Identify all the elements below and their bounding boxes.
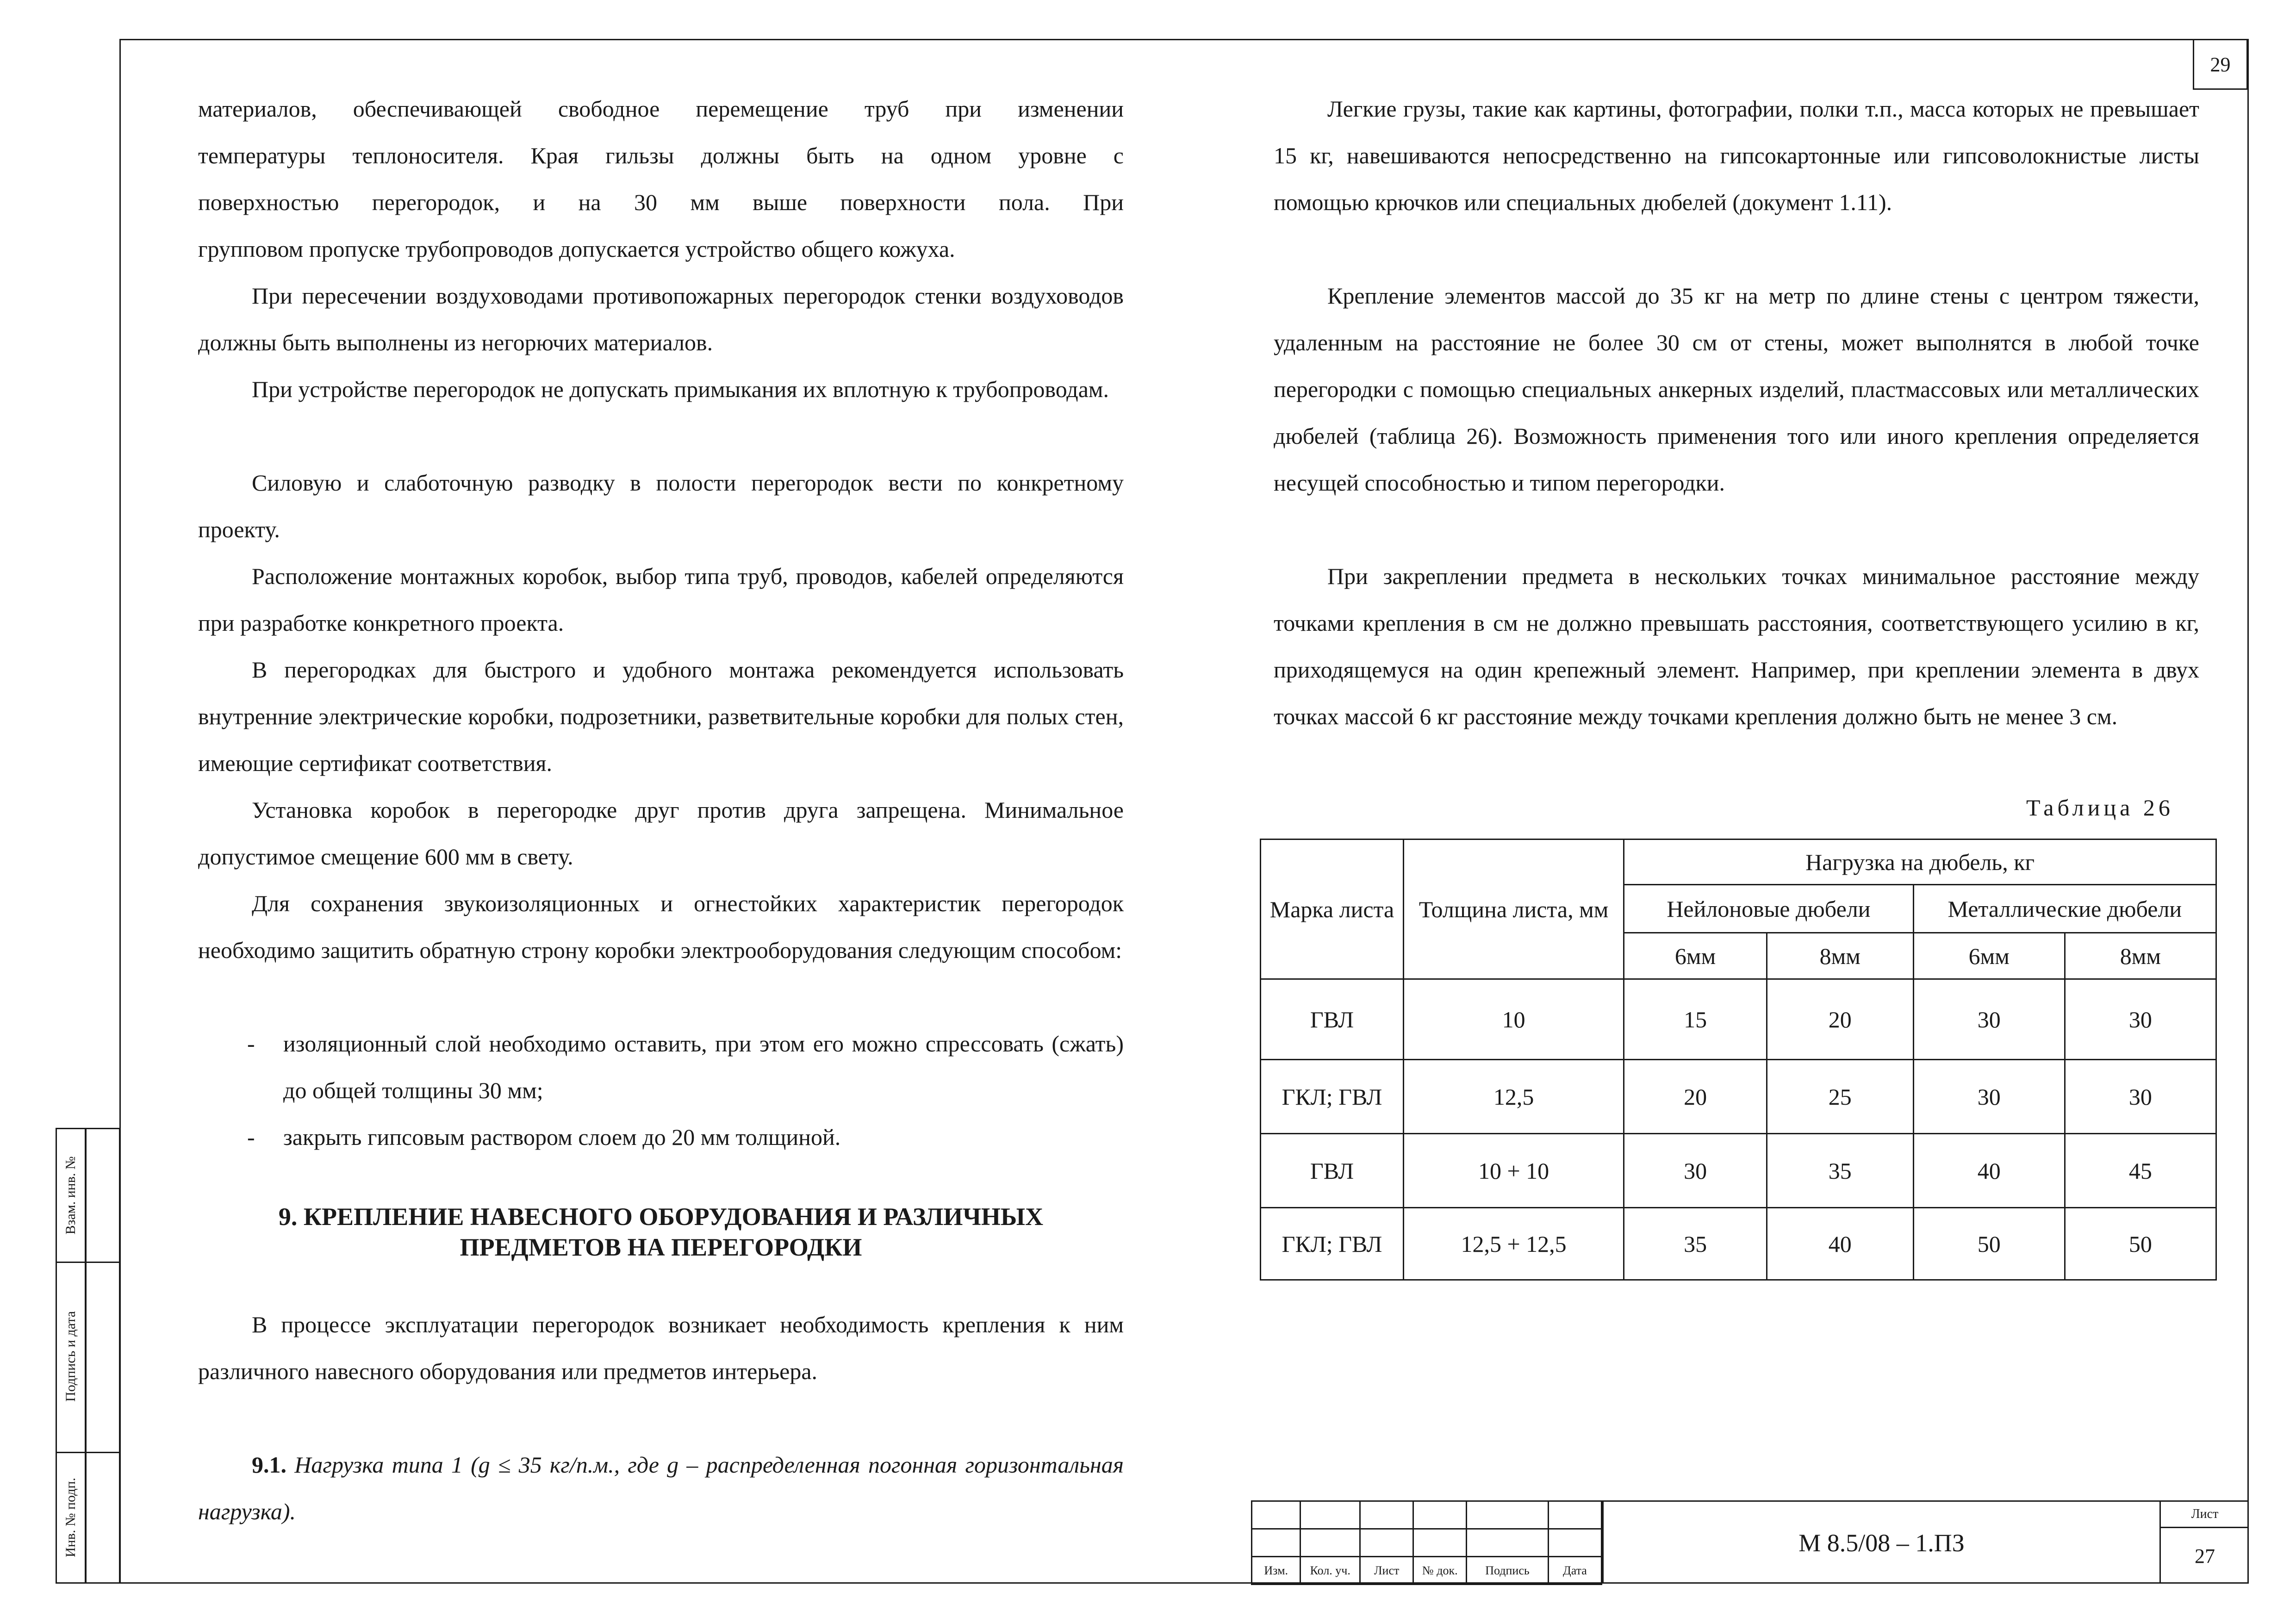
cell: 30 [2065,1060,2216,1134]
left-para6: В перегородках для быстрого и удобного монтажа рекомендуется использовать внутренние электрические коробки, подрозетники, разветвительные коробки для полых стен, имеющие сертификат соответствия. [198,657,1124,776]
left-para7: Установка коробок в перегородке друг против друга запрещена. Минимальное допустимое смещение 600 мм в свету. [198,797,1124,870]
section-heading-line1: 9. КРЕПЛЕНИЕ НАВЕСНОГО ОБОРУДОВАНИЯ И РАЗЛИЧНЫХ [278,1203,1044,1231]
side-stamp-replace [56,1128,120,1263]
cell: ГКЛ; ГВЛ [1261,1208,1404,1280]
subsection-title: Нагрузка типа 1 (g ≤ 35 кг/п.м., где g – распределенная погонная горизонтальная нагрузка). [198,1452,1124,1524]
col-signature: Подпись [1467,1557,1549,1585]
right-para2: Крепление элементов массой до 35 кг на метр по длине стены с центром тяжести, удаленным на расстояние не более 30 см от стены, может выполнятся в любой точке перегородки с помощью специальных анкерных изделий, пластмассовых или металлических дюбелей (таблица 26). Возможность применения того или иного крепления определяется несущей способностью и типом перегородки. [1274,283,2199,496]
cell: 50 [2065,1208,2216,1280]
document-code: М 8.5/08 – 1.ПЗ [1602,1500,2159,1584]
cell: 25 [1767,1060,1913,1134]
sheet-number-top: 29 [2193,39,2248,90]
col-izm: Изм. [1252,1557,1300,1585]
cell: 12,5 + 12,5 [1403,1208,1624,1280]
bullet-item-2: закрыть гипсовым раствором слоем до 20 мм толщиной. [283,1124,841,1150]
cell: 10 + 10 [1403,1134,1624,1208]
left-para3: При устройстве перегородок не допускать примыкания их вплотную к трубопроводам. [252,376,1109,402]
revision-grid [1251,1500,1602,1585]
left-para9: В процессе эксплуатации перегородок возникает необходимость крепления к ним различного навесного оборудования или предметов интерьера. [198,1312,1124,1384]
cell: 30 [1913,1060,2065,1134]
sheet-number: 27 [2159,1528,2249,1584]
left-para8: Для сохранения звукоизоляционных и огнестойких характеристик перегородок необходимо защитить обратную строну коробки электрооборудования следующим способом: [198,890,1124,963]
cell: 15 [1624,979,1767,1060]
cell: ГВЛ [1261,1134,1404,1208]
table-row [1261,1060,2216,1134]
header-nylon-8: 8мм [1767,933,1913,979]
left-para1-line4: групповом пропуске трубопроводов допускается устройство общего кожуха. [198,236,955,262]
table-row [1261,979,2216,1060]
side-stamp-signature [56,1262,120,1453]
left-para2: При пересечении воздуховодами противопожарных перегородок стенки воздуховодов должны быть выполнены из негорючих материалов. [198,283,1124,355]
table-row [1261,1208,2216,1280]
header-nylon-6: 6мм [1624,933,1767,979]
section-heading-line2: ПРЕДМЕТОВ НА ПЕРЕГОРОДКИ [460,1233,862,1261]
cell: 40 [1767,1208,1913,1280]
cell: 20 [1767,979,1913,1060]
left-para1-line1: материалов, обеспечивающей свободное перемещение труб при изменении [198,96,1124,122]
side-label-inventory: Инв. № подп. [63,1477,78,1558]
cell: 30 [1624,1134,1767,1208]
table-26 [1260,839,2217,1281]
header-mark: Марка листа [1261,839,1404,979]
side-label-replace: Взам. инв. № [63,1156,78,1235]
cell: 10 [1403,979,1624,1060]
cell: 35 [1767,1134,1913,1208]
side-stamp-inventory [56,1452,120,1584]
header-metal-8: 8мм [2065,933,2216,979]
header-metal: Металлические дюбели [1913,885,2216,933]
left-para1-line2: температуры теплоносителя. Края гильзы должны быть на одном уровне с [198,143,1124,168]
table-caption: Таблица 26 [2026,795,2174,821]
bullet-marker-1: - [247,1031,255,1057]
cell: 35 [1624,1208,1767,1280]
bullet-marker-2: - [247,1124,255,1150]
cell: 20 [1624,1060,1767,1134]
bullet-item-1: изоляционный слой необходимо оставить, при этом его можно спрессовать (сжать) до общей толщины 30 мм; [283,1031,1124,1103]
left-para5: Расположение монтажных коробок, выбор типа труб, проводов, кабелей определяются при разработке конкретного проекта. [198,563,1124,636]
header-thickness: Толщина листа, мм [1403,839,1624,979]
col-doc-number: № док. [1413,1557,1467,1585]
cell: 30 [2065,979,2216,1060]
cell: ГКЛ; ГВЛ [1261,1060,1404,1134]
header-nylon: Нейлоновые дюбели [1624,885,1913,933]
col-list: Лист [1360,1557,1413,1585]
cell: 45 [2065,1134,2216,1208]
col-kol-uch: Кол. уч. [1300,1557,1360,1585]
title-block [1251,1500,2249,1584]
table-row [1261,1134,2216,1208]
header-load: Нагрузка на дюбель, кг [1624,839,2216,885]
subsection-number: 9.1. [252,1452,286,1478]
side-label-signature: Подпись и дата [63,1311,78,1402]
cell: 30 [1913,979,2065,1060]
right-para1: Легкие грузы, такие как картины, фотографии, полки т.п., масса которых не превышает 15 кг, навешиваются непосредственно на гипсокартонные или гипсоволокнистые листы помощью крючков или специальных дюбелей (документ 1.11). [1274,96,2199,215]
cell: 40 [1913,1134,2065,1208]
cell: 50 [1913,1208,2065,1280]
cell: ГВЛ [1261,979,1404,1060]
right-para3: При закреплении предмета в нескольких точках минимальное расстояние между точками крепления в см не должно превышать расстояния, соответствующего усилию в кг, приходящемуся на один крепежный элемент. Например, при креплении элемента в двух точках массой 6 кг расстояние между точками крепления должно быть не менее 3 см. [1274,563,2199,729]
cell: 12,5 [1403,1060,1624,1134]
left-para1-line3: поверхностью перегородок, и на 30 мм выше поверхности пола. При [198,189,1124,215]
left-para10 [198,1442,1124,1535]
left-para4: Силовую и слаботочную разводку в полости перегородок вести по конкретному проекту. [198,470,1124,542]
sheet-label: Лист [2159,1500,2249,1528]
col-date: Дата [1548,1557,1601,1585]
header-metal-6: 6мм [1913,933,2065,979]
